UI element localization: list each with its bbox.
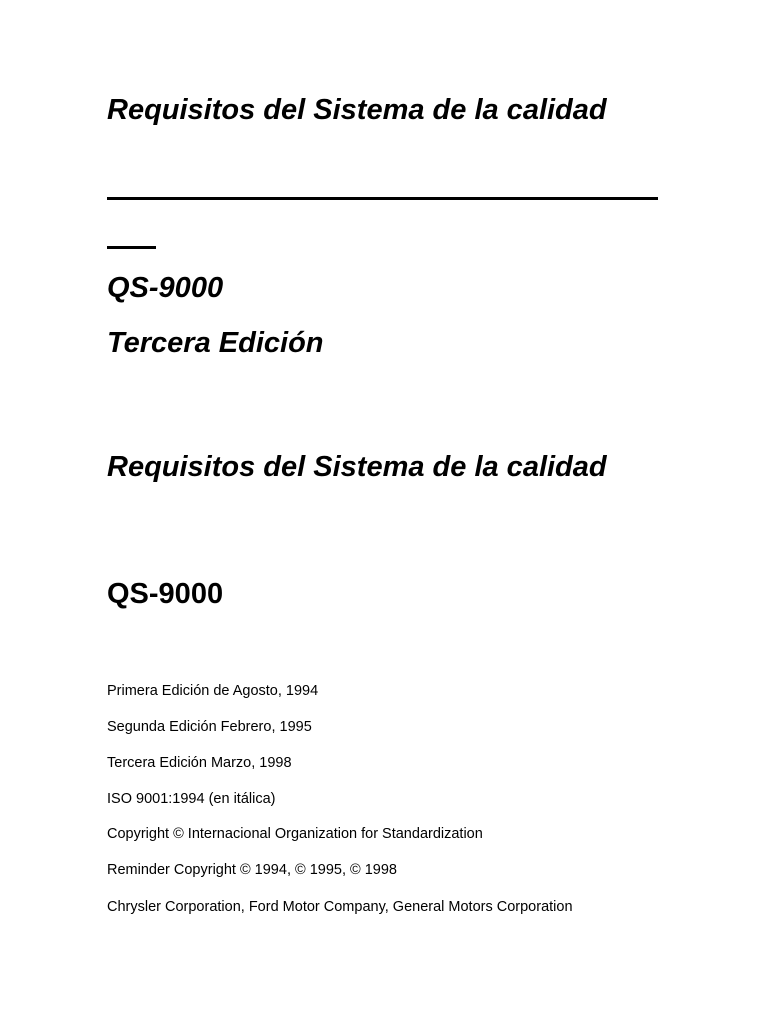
standard-code: QS-9000 <box>107 578 224 610</box>
document-title-repeat: Requisitos del Sistema de la calidad <box>107 451 607 483</box>
title-underline-short <box>107 246 156 249</box>
edition-label: Tercera Edición <box>107 327 324 359</box>
standard-code-italic: QS-9000 <box>107 272 224 304</box>
copyright-line: Reminder Copyright © 1994, © 1995, © 1998 <box>107 862 397 878</box>
edition-history-line: ISO 9001:1994 (en itálica) <box>107 791 276 807</box>
document-title: Requisitos del Sistema de la calidad <box>107 94 607 126</box>
edition-history-line: Segunda Edición Febrero, 1995 <box>107 719 312 735</box>
copyright-line: Copyright © Internacional Organization for Standardization <box>107 826 483 842</box>
title-underline-long <box>107 197 658 200</box>
edition-history-line: Tercera Edición Marzo, 1998 <box>107 755 292 771</box>
copyright-holders-line: Chrysler Corporation, Ford Motor Company, General Motors Corporation <box>107 899 573 915</box>
edition-history-line: Primera Edición de Agosto, 1994 <box>107 683 319 699</box>
